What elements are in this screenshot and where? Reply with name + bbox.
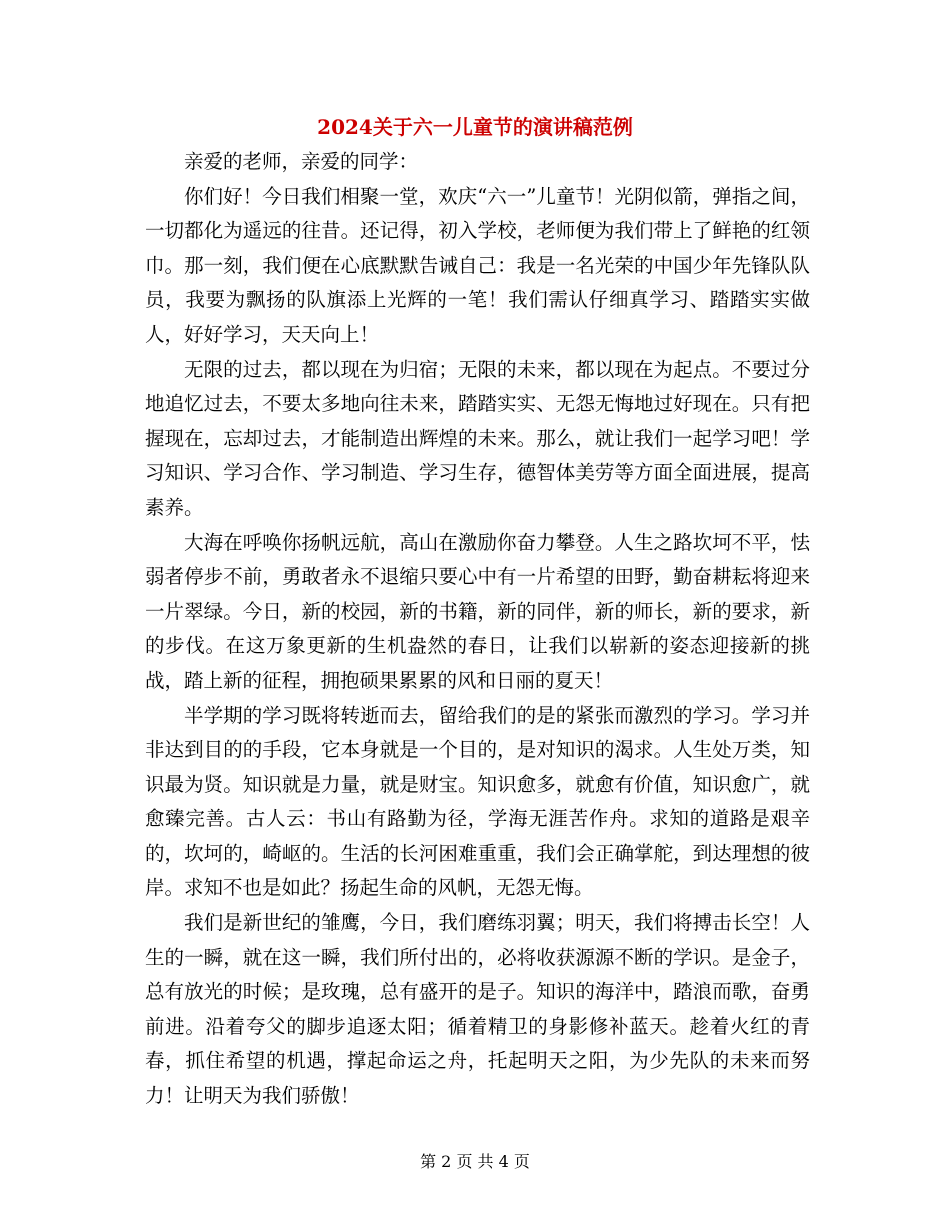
body-paragraph-2: 无限的过去，都以现在为归宿；无限的未来，都以现在为起点。不要过分地追忆过去，不要太多地向往未来，踏踏实实、无怨无悔地过好现在。只有把握现在，忘却过去，才能制造出辉煌的未来。那么，就让我们一起学习吧！学习知识、学习合作、学习制造、学习生存，德智体美劳等方面全面进展，提高素养。: [145, 357, 810, 519]
document-title: 2024关于六一儿童节的演讲稿范例: [317, 115, 633, 139]
body-paragraph-1: 你们好！今日我们相聚一堂，欢庆“六一”儿童节！光阴似箭，弹指之间，一切都化为遥远的往昔。还记得，初入学校，老师便为我们带上了鲜艳的红领巾。那一刻，我们便在心底默默告诫自己：我是一名光荣的中国少年先锋队队员，我要为飘扬的队旗添上光辉的一笔！我们需认仔细真学习、踏踏实实做人，好好学习，天天向上！: [145, 184, 810, 346]
greeting-paragraph: 亲爱的老师，亲爱的同学：: [184, 150, 419, 173]
document-body: [145, 145, 810, 1114]
body-paragraph-3: 大海在呼唤你扬帆远航，高山在激励你奋力攀登。人生之路坎坷不平，怯弱者停步不前，勇敢者永不退缩只要心中有一片希望的田野，勤奋耕耘将迎来一片翠绿。今日，新的校园，新的书籍，新的同伴，新的师长，新的要求，新的步伐。在这万象更新的生机盎然的春日，让我们以崭新的姿态迎接新的挑战，踏上新的征程，拥抱硕果累累的风和日丽的夏天！: [145, 530, 810, 692]
body-paragraph-4: 半学期的学习既将转逝而去，留给我们的是的紧张而激烈的学习。学习并非达到目的的手段，它本身就是一个目的，是对知识的渴求。人生处万类，知识最为贤。知识就是力量，就是财宝。知识愈多，就愈有价值，知识愈广，就愈臻完善。古人云：书山有路勤为径，学海无涯苦作舟。求知的道路是艰辛的，坎坷的，崎岖的。生活的长河困难重重，我们会正确掌舵，到达理想的彼岸。求知不也是如此？扬起生命的风帆，无怨无悔。: [145, 703, 810, 900]
body-paragraph-5: 我们是新世纪的雏鹰，今日，我们磨练羽翼；明天，我们将搏击长空！人生的一瞬，就在这一瞬，我们所付出的，必将收获源源不断的学识。是金子，总有放光的时候；是玫瑰，总有盛开的是子。知识的海洋中，踏浪而歌，奋勇前进。沿着夸父的脚步追逐太阳；循着精卫的身影修补蓝天。趁着火红的青春，抓住希望的机遇，撑起命运之舟，托起明天之阳，为少先队的未来而努力！让明天为我们骄傲！: [145, 911, 810, 1108]
page-number-footer: 第 2 页 共 4 页: [420, 1152, 530, 1171]
